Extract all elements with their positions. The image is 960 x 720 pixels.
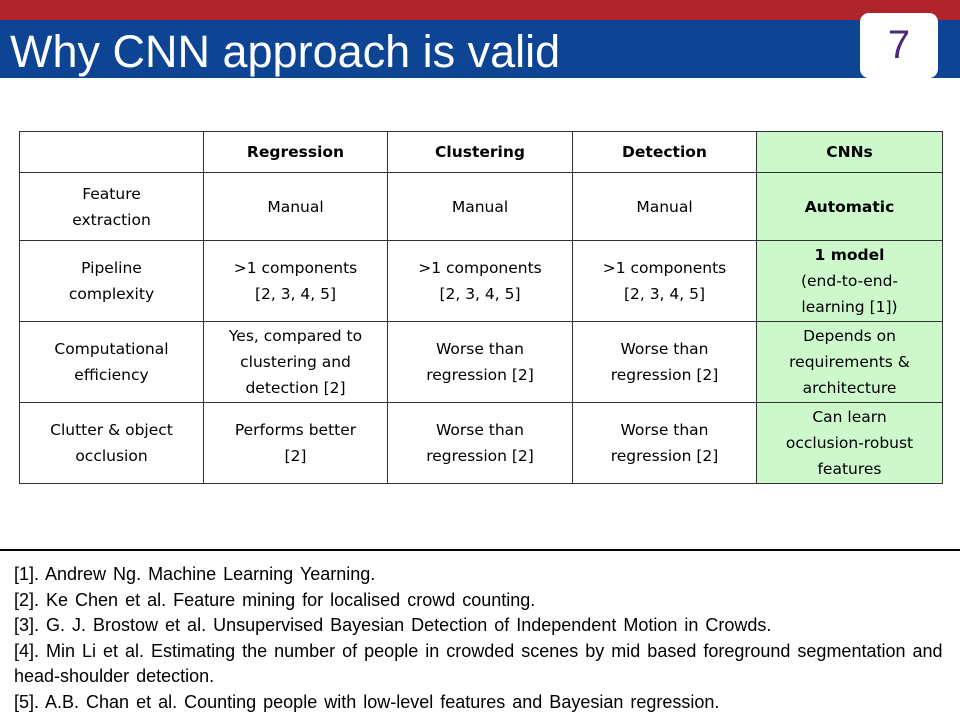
references-divider — [0, 549, 960, 551]
reference-item: [2]. Ke Chen et al. Feature mining for localised crowd counting. — [14, 589, 536, 610]
cell-line: 1 model — [814, 246, 885, 264]
cell-line: >1 components — [418, 259, 542, 277]
cell-line: Depends on — [803, 327, 896, 345]
header-regression: Regression — [204, 132, 388, 173]
cell-line: regression [2] — [610, 447, 719, 465]
cell-line: occlusion-robust — [785, 434, 914, 452]
cell-line: requirements & — [789, 353, 910, 371]
row-label-cell — [20, 241, 204, 322]
cell-line: Worse than — [620, 340, 709, 358]
row-label-cell — [20, 403, 204, 484]
table-row — [20, 173, 943, 241]
cell-line: regression [2] — [610, 366, 719, 384]
reference-item: [5]. A.B. Chan et al. Counting people with low-level features and Bayesian regression. — [14, 691, 720, 712]
header-corner-cell — [20, 132, 204, 173]
cell-line: regression [2] — [426, 366, 534, 384]
detection-cell — [573, 173, 757, 241]
cell-line: [2] — [284, 447, 307, 465]
cell-line: Performs better — [234, 421, 357, 439]
cell-line: Feature — [82, 184, 141, 203]
cnns-cell — [757, 403, 943, 484]
cell-line: Worse than — [435, 340, 525, 358]
clustering-cell — [388, 241, 573, 322]
cell-line: >1 components — [602, 259, 727, 277]
cell-line: [2, 3, 4, 5] — [254, 285, 337, 303]
cell-line: Worse than — [435, 421, 525, 439]
cell-line: Pipeline — [81, 259, 142, 277]
cell-line: Manual — [267, 197, 324, 216]
reference-item: [3]. G. J. Brostow et al. Unsupervised Bayesian Detection of Independent Motion in Crowds. — [14, 615, 772, 635]
cell-line: architecture — [802, 379, 897, 397]
cell-line: Automatic — [804, 197, 895, 216]
cell-line: complexity — [68, 285, 155, 303]
cell-line: Manual — [636, 197, 693, 216]
slide-title: Why CNN approach is valid — [10, 26, 561, 77]
cell-line: [2, 3, 4, 5] — [439, 285, 521, 303]
detection-cell — [573, 403, 757, 484]
cell-line: Manual — [451, 197, 509, 216]
cell-line: Computational — [54, 340, 169, 358]
comparison-table — [19, 131, 943, 484]
reference-item: [4]. Min Li et al. Estimating the number of people in crowded scenes by mid based foreground segmentation and head-shoulder detection. — [14, 640, 943, 686]
cnns-cell — [757, 173, 943, 241]
references-list — [14, 562, 944, 715]
table-header-row — [20, 132, 943, 173]
row-label-cell — [20, 322, 204, 403]
cell-line: extraction — [72, 210, 151, 229]
cell-line: learning [1]) — [801, 298, 898, 316]
cell-line: (end-to-end- — [800, 272, 899, 290]
cell-line: Can learn — [812, 408, 887, 426]
cell-line: Clutter & object — [50, 421, 173, 439]
cell-line: regression [2] — [426, 447, 534, 465]
cell-line: features — [817, 460, 882, 478]
regression-cell — [204, 173, 388, 241]
page-number-box — [860, 13, 938, 78]
cnns-cell — [757, 322, 943, 403]
table-row — [20, 403, 943, 484]
header-clustering: Clustering — [388, 132, 573, 173]
header-cnns: CNNs — [757, 132, 943, 173]
cell-line: >1 components — [233, 259, 358, 277]
clustering-cell — [388, 322, 573, 403]
regression-cell — [204, 322, 388, 403]
cell-line: Yes, compared to — [228, 327, 363, 345]
clustering-cell — [388, 173, 573, 241]
cell-line: clustering and — [240, 353, 351, 371]
reference-item: [1]. Andrew Ng. Machine Learning Yearning. — [14, 564, 376, 584]
detection-cell — [573, 322, 757, 403]
cell-line: [2, 3, 4, 5] — [623, 285, 706, 303]
table-row — [20, 241, 943, 322]
detection-cell — [573, 241, 757, 322]
clustering-cell — [388, 403, 573, 484]
page-number: 7 — [887, 23, 911, 67]
table-row — [20, 322, 943, 403]
header-detection: Detection — [573, 132, 757, 173]
row-label-cell — [20, 173, 204, 241]
top-accent-stripe — [0, 0, 960, 20]
cell-line: occlusion — [75, 447, 148, 465]
cell-line: detection [2] — [245, 379, 346, 397]
cell-line: efficiency — [74, 366, 149, 384]
regression-cell — [204, 241, 388, 322]
cnns-cell — [757, 241, 943, 322]
regression-cell — [204, 403, 388, 484]
cell-line: Worse than — [620, 421, 709, 439]
